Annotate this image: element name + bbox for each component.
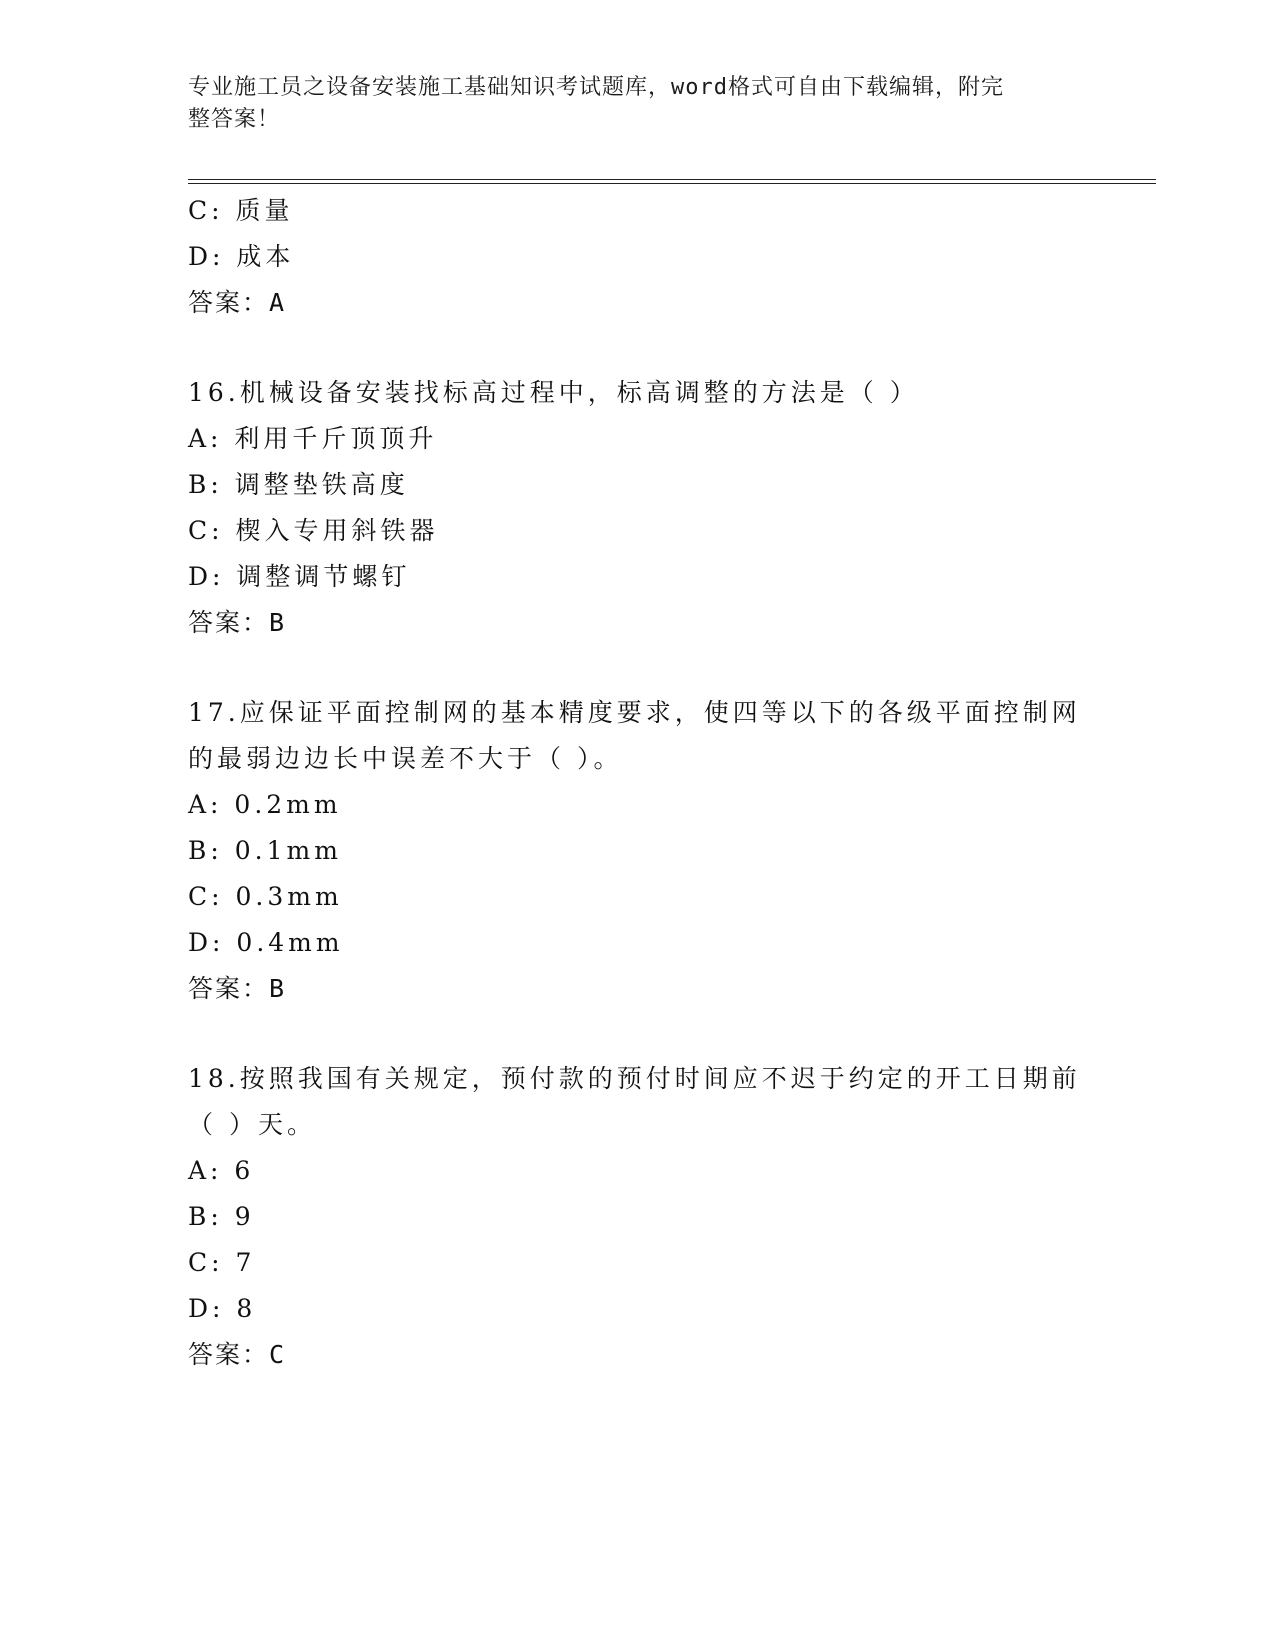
option-c: C: 0.3mm: [188, 882, 343, 911]
header-title-line-1: 专业施工员之设备安装施工基础知识考试题库，word格式可自由下载编辑，附完: [188, 75, 1004, 100]
document-body: [188, 188, 1088, 1378]
question-text: 18.按照我国有关规定，预付款的预付时间应不迟于约定的开工日期前: [188, 1064, 1081, 1093]
question-text: 16.机械设备安装找标高过程中，标高调整的方法是（ ）: [188, 378, 919, 407]
answer-line: 答案：B: [188, 608, 287, 637]
option-a: A: 利用千斤顶顶升: [188, 424, 438, 453]
option-b: B: 0.1mm: [188, 836, 342, 865]
header-title-line-2: 整答案！: [188, 107, 281, 132]
option-c: C: 7: [188, 1248, 256, 1277]
option-d: D: 成本: [188, 242, 295, 271]
prev-question-tail: [188, 188, 1088, 326]
answer-line: 答案：C: [188, 1340, 287, 1369]
option-b: B: 9: [188, 1202, 255, 1231]
spacer: [188, 326, 1088, 370]
option-b: B: 调整垫铁高度: [188, 470, 409, 499]
question-16: [188, 370, 1088, 646]
spacer: [188, 646, 1088, 690]
option-d: D: 调整调节螺钉: [188, 562, 411, 591]
header-rule-bottom: [188, 183, 1156, 184]
option-a: A: 0.2mm: [188, 790, 342, 819]
header-rule-top: [188, 179, 1156, 180]
option-c: C: 楔入专用斜铁器: [188, 516, 439, 545]
document-header: [188, 72, 1068, 136]
option-a: A: 6: [188, 1156, 255, 1185]
question-18: [188, 1056, 1088, 1378]
spacer: [188, 1012, 1088, 1056]
option-d: D: 8: [188, 1294, 257, 1323]
answer-line: 答案：A: [188, 288, 287, 317]
answer-line: 答案：B: [188, 974, 287, 1003]
option-d: D: 0.4mm: [188, 928, 344, 957]
question-17: [188, 690, 1088, 1012]
question-text-continued: （ ）天。: [188, 1110, 316, 1139]
option-c: C: 质量: [188, 196, 294, 225]
question-text-continued: 的最弱边边长中误差不大于（ ）。: [188, 744, 623, 773]
question-text: 17.应保证平面控制网的基本精度要求，使四等以下的各级平面控制网: [188, 698, 1081, 727]
